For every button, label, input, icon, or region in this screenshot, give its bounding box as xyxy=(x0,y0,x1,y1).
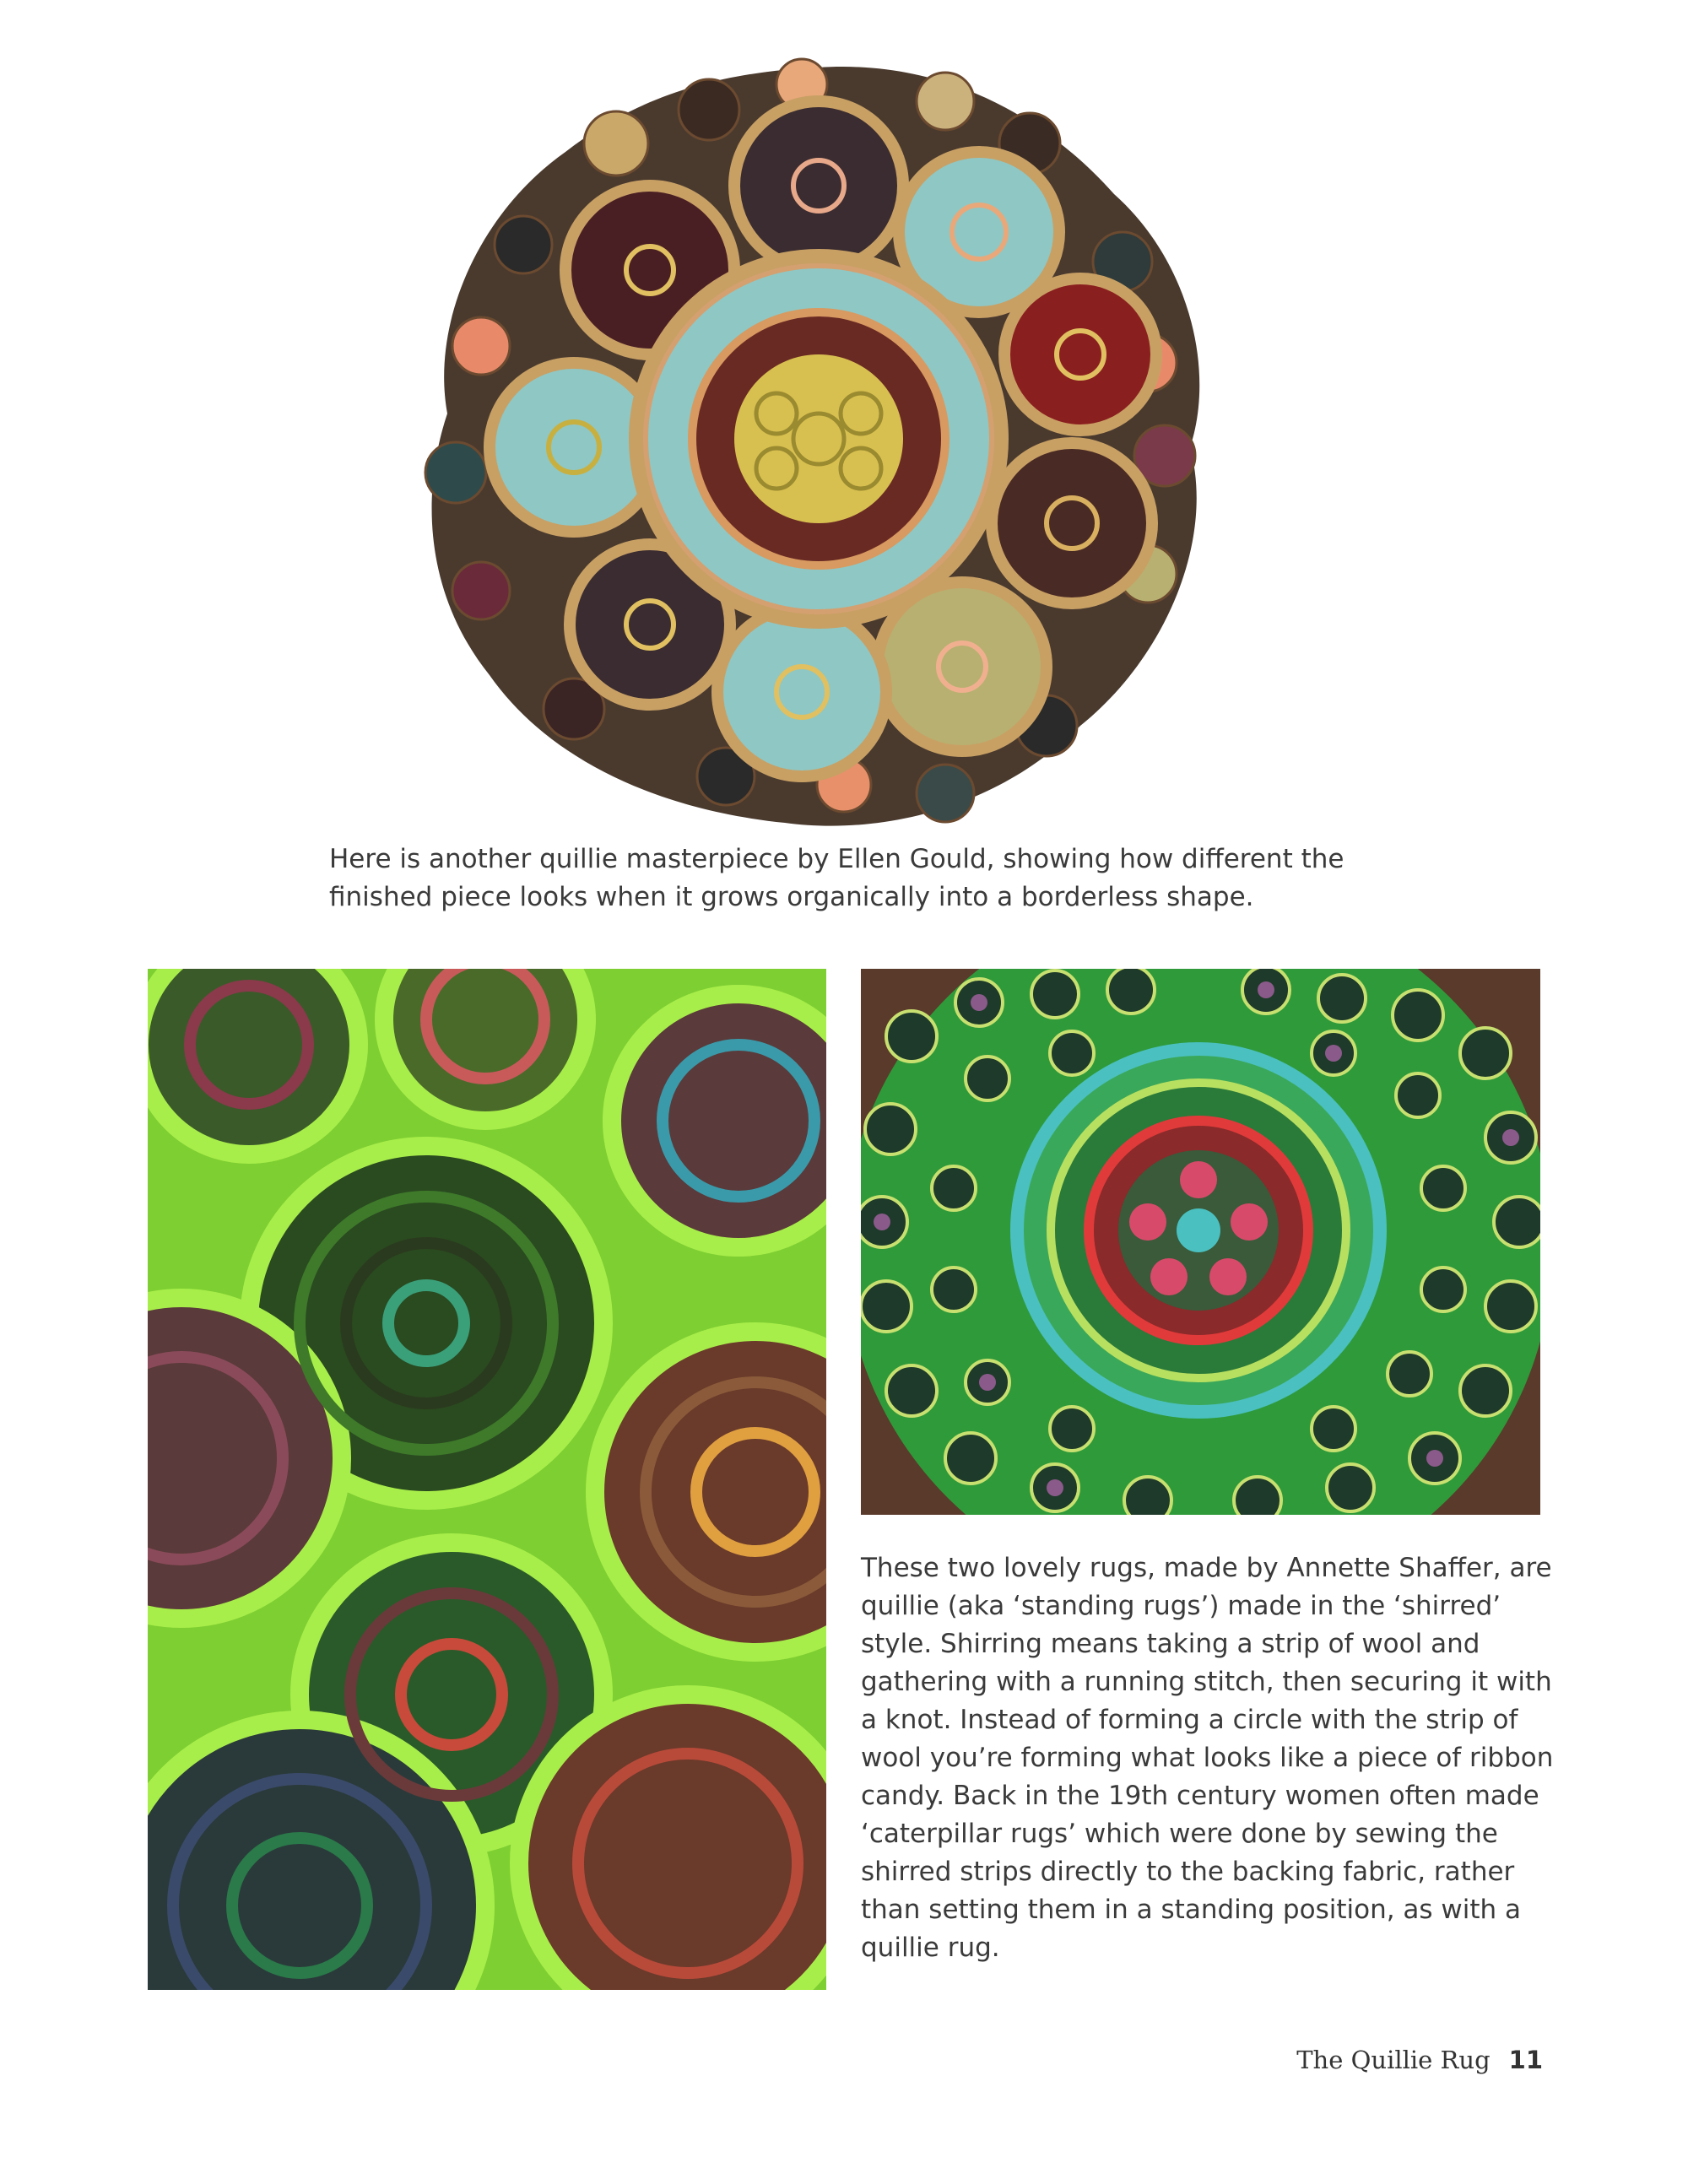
round-rug-illustration xyxy=(861,969,1540,1515)
round-quillie-rug-photo xyxy=(861,969,1540,1515)
page-footer xyxy=(1296,2046,1543,2074)
quillie-rug-illustration xyxy=(405,51,1232,840)
rugs-description-caption: These two lovely rugs, made by Annette Shaffer, are quillie (aka ‘standing rugs’) made in the ‘shirred’ style. Shirring means taking a strip of wool and gathering with a running stitch, then securing it with a knot. Instead of forming a circle with the strip of wool you’re forming what looks like a piece of ribbon candy. Back in the 19th century women often made ‘caterpillar rugs’ which were done by sewing the shirred strips directly to the backing fabric, rather than setting them in a standing position, as with a quillie rug. xyxy=(861,1553,1554,1963)
green-quillie-closeup-photo xyxy=(148,969,826,1990)
top-photo-caption: Here is another quillie masterpiece by Ellen Gould, showing how different the finished piece looks when it grows organically into a borderless shape. xyxy=(329,844,1344,912)
book-title: The Quillie Rug xyxy=(1296,2046,1491,2074)
green-swirls-illustration xyxy=(148,969,826,1990)
page-number: 11 xyxy=(1508,2046,1543,2074)
ellen-gould-quillie-photo xyxy=(405,51,1232,840)
